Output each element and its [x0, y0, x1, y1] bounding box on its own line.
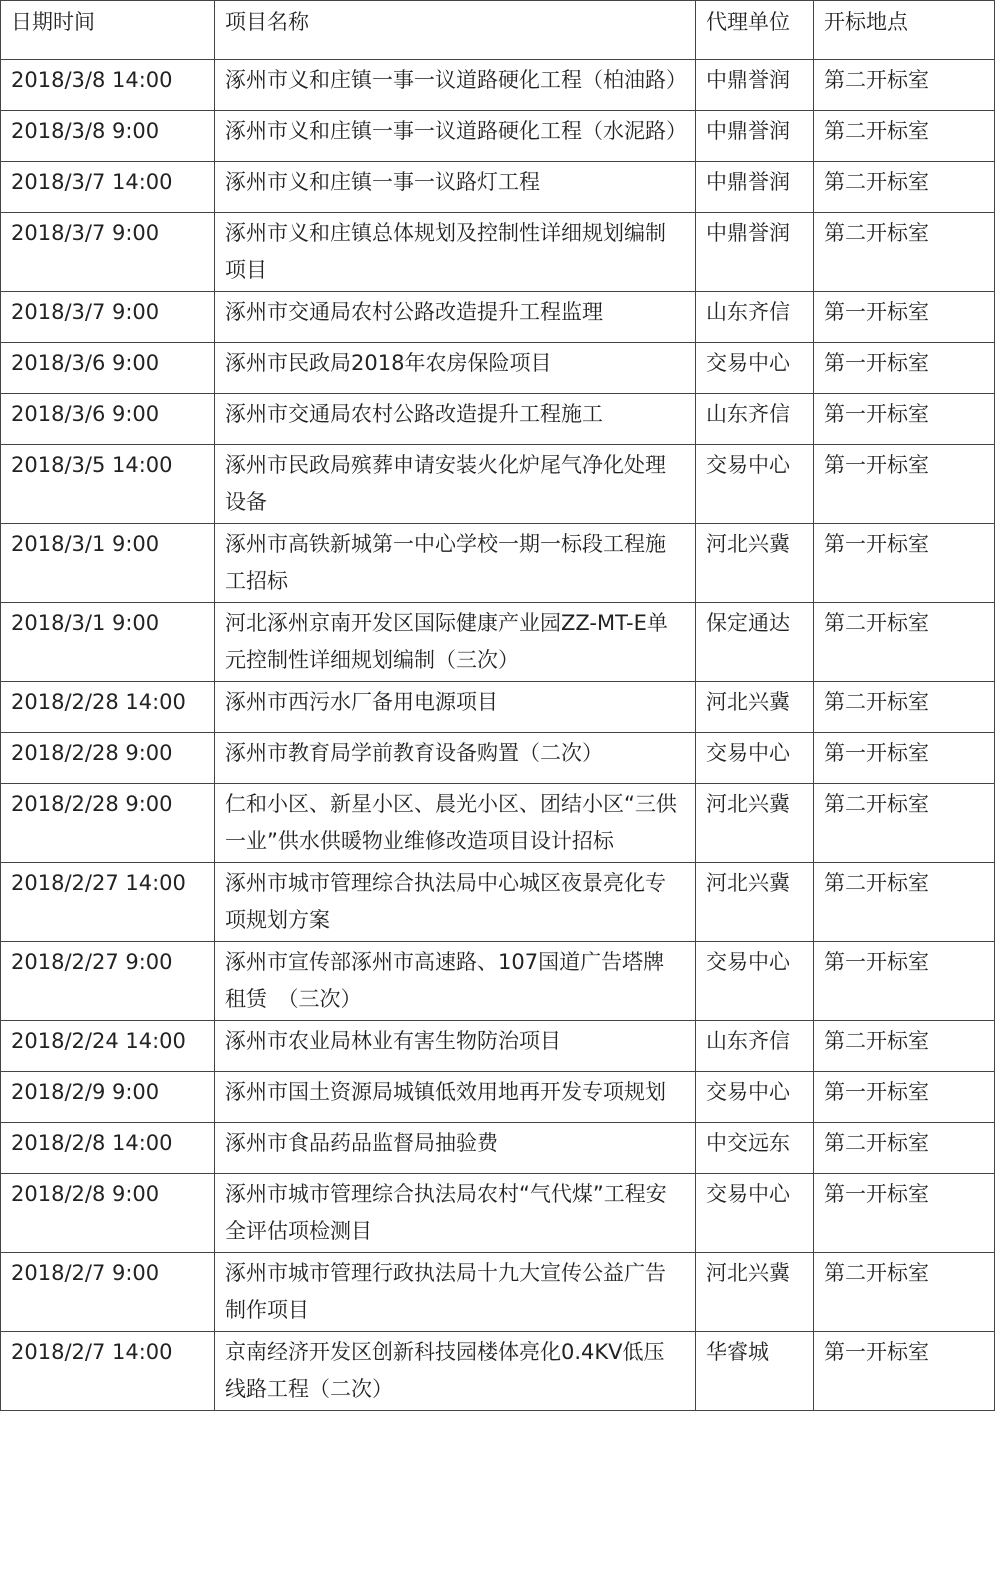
- cell-agent: 中鼎誉润: [696, 111, 814, 162]
- header-row: [1, 1, 995, 60]
- cell-agent: 山东齐信: [696, 292, 814, 343]
- cell-project-name: 涿州市西污水厂备用电源项目: [215, 682, 696, 733]
- cell-project-name: 涿州市交通局农村公路改造提升工程监理: [215, 292, 696, 343]
- table-row: [1, 1332, 995, 1411]
- cell-date: 2018/2/24 14:00: [1, 1021, 215, 1072]
- cell-location: 第二开标室: [814, 111, 995, 162]
- cell-agent: 河北兴冀: [696, 524, 814, 603]
- header-agent: 代理单位: [696, 1, 814, 60]
- cell-location: 第二开标室: [814, 60, 995, 111]
- table-row: [1, 394, 995, 445]
- cell-location: 第一开标室: [814, 394, 995, 445]
- cell-date: 2018/3/6 9:00: [1, 343, 215, 394]
- cell-date: 2018/2/28 9:00: [1, 733, 215, 784]
- cell-project-name: 涿州市国土资源局城镇低效用地再开发专项规划: [215, 1072, 696, 1123]
- cell-project-name: 涿州市教育局学前教育设备购置（二次）: [215, 733, 696, 784]
- cell-agent: 中鼎誉润: [696, 162, 814, 213]
- cell-agent: 交易中心: [696, 343, 814, 394]
- cell-agent: 山东齐信: [696, 394, 814, 445]
- cell-date: 2018/3/8 9:00: [1, 111, 215, 162]
- cell-agent: 交易中心: [696, 1072, 814, 1123]
- cell-location: 第一开标室: [814, 942, 995, 1021]
- cell-agent: 河北兴冀: [696, 682, 814, 733]
- cell-project-name: 涿州市民政局殡葬申请安装火化炉尾气净化处理设备: [215, 445, 696, 524]
- cell-project-name: 涿州市义和庄镇一事一议路灯工程: [215, 162, 696, 213]
- cell-location: 第一开标室: [814, 733, 995, 784]
- cell-location: 第二开标室: [814, 1123, 995, 1174]
- table-row: [1, 60, 995, 111]
- cell-date: 2018/3/7 9:00: [1, 213, 215, 292]
- table-row: [1, 213, 995, 292]
- table-header: [1, 1, 995, 60]
- cell-location: 第二开标室: [814, 162, 995, 213]
- table-row: [1, 1123, 995, 1174]
- header-date: 日期时间: [1, 1, 215, 60]
- table-row: [1, 733, 995, 784]
- cell-agent: 中鼎誉润: [696, 60, 814, 111]
- header-project-name: 项目名称: [215, 1, 696, 60]
- cell-date: 2018/2/9 9:00: [1, 1072, 215, 1123]
- cell-date: 2018/3/7 14:00: [1, 162, 215, 213]
- table-row: [1, 603, 995, 682]
- cell-project-name: 涿州市义和庄镇一事一议道路硬化工程（柏油路）: [215, 60, 696, 111]
- cell-date: 2018/2/27 9:00: [1, 942, 215, 1021]
- cell-agent: 河北兴冀: [696, 784, 814, 863]
- cell-agent: 中鼎誉润: [696, 213, 814, 292]
- cell-date: 2018/3/1 9:00: [1, 603, 215, 682]
- cell-date: 2018/2/27 14:00: [1, 863, 215, 942]
- cell-project-name: 涿州市食品药品监督局抽验费: [215, 1123, 696, 1174]
- cell-agent: 河北兴冀: [696, 1253, 814, 1332]
- table-row: [1, 1021, 995, 1072]
- cell-agent: 华睿城: [696, 1332, 814, 1411]
- cell-project-name: 涿州市城市管理行政执法局十九大宣传公益广告制作项目: [215, 1253, 696, 1332]
- cell-project-name: 涿州市高铁新城第一中心学校一期一标段工程施工招标: [215, 524, 696, 603]
- cell-project-name: 河北涿州京南开发区国际健康产业园ZZ-MT-E单元控制性详细规划编制（三次）: [215, 603, 696, 682]
- cell-date: 2018/3/1 9:00: [1, 524, 215, 603]
- cell-agent: 交易中心: [696, 445, 814, 524]
- cell-agent: 交易中心: [696, 733, 814, 784]
- cell-date: 2018/3/8 14:00: [1, 60, 215, 111]
- header-location: 开标地点: [814, 1, 995, 60]
- cell-date: 2018/3/7 9:00: [1, 292, 215, 343]
- table-row: [1, 863, 995, 942]
- cell-location: 第一开标室: [814, 292, 995, 343]
- cell-date: 2018/2/28 14:00: [1, 682, 215, 733]
- cell-location: 第一开标室: [814, 445, 995, 524]
- table-body: [1, 60, 995, 1411]
- cell-location: 第一开标室: [814, 1332, 995, 1411]
- cell-location: 第二开标室: [814, 213, 995, 292]
- cell-agent: 保定通达: [696, 603, 814, 682]
- cell-date: 2018/2/8 9:00: [1, 1174, 215, 1253]
- table-row: [1, 111, 995, 162]
- cell-location: 第二开标室: [814, 1021, 995, 1072]
- cell-project-name: 涿州市农业局林业有害生物防治项目: [215, 1021, 696, 1072]
- cell-location: 第一开标室: [814, 343, 995, 394]
- cell-date: 2018/2/7 9:00: [1, 1253, 215, 1332]
- cell-date: 2018/2/28 9:00: [1, 784, 215, 863]
- cell-date: 2018/3/5 14:00: [1, 445, 215, 524]
- cell-date: 2018/2/8 14:00: [1, 1123, 215, 1174]
- cell-project-name: 仁和小区、新星小区、晨光小区、团结小区“三供一业”供水供暖物业维修改造项目设计招标: [215, 784, 696, 863]
- cell-project-name: 涿州市城市管理综合执法局农村“气代煤”工程安全评估项检测目: [215, 1174, 696, 1253]
- cell-location: 第二开标室: [814, 784, 995, 863]
- cell-agent: 交易中心: [696, 942, 814, 1021]
- cell-location: 第二开标室: [814, 1253, 995, 1332]
- table-row: [1, 292, 995, 343]
- cell-location: 第一开标室: [814, 524, 995, 603]
- cell-project-name: 涿州市宣传部涿州市高速路、107国道广告塔牌租赁 （三次）: [215, 942, 696, 1021]
- table-row: [1, 445, 995, 524]
- cell-project-name: 涿州市城市管理综合执法局中心城区夜景亮化专项规划方案: [215, 863, 696, 942]
- cell-date: 2018/3/6 9:00: [1, 394, 215, 445]
- cell-agent: 河北兴冀: [696, 863, 814, 942]
- cell-project-name: 涿州市义和庄镇一事一议道路硬化工程（水泥路）: [215, 111, 696, 162]
- cell-project-name: 京南经济开发区创新科技园楼体亮化0.4KV低压线路工程（二次）: [215, 1332, 696, 1411]
- cell-project-name: 涿州市义和庄镇总体规划及控制性详细规划编制项目: [215, 213, 696, 292]
- cell-location: 第二开标室: [814, 682, 995, 733]
- table-row: [1, 343, 995, 394]
- table-row: [1, 1174, 995, 1253]
- cell-location: 第二开标室: [814, 603, 995, 682]
- cell-agent: 山东齐信: [696, 1021, 814, 1072]
- cell-agent: 中交远东: [696, 1123, 814, 1174]
- cell-agent: 交易中心: [696, 1174, 814, 1253]
- table-row: [1, 1072, 995, 1123]
- cell-location: 第一开标室: [814, 1072, 995, 1123]
- cell-date: 2018/2/7 14:00: [1, 1332, 215, 1411]
- table-row: [1, 524, 995, 603]
- table-row: [1, 1253, 995, 1332]
- cell-location: 第二开标室: [814, 863, 995, 942]
- table-row: [1, 942, 995, 1021]
- cell-project-name: 涿州市民政局2018年农房保险项目: [215, 343, 696, 394]
- cell-project-name: 涿州市交通局农村公路改造提升工程施工: [215, 394, 696, 445]
- table-row: [1, 682, 995, 733]
- table-row: [1, 162, 995, 213]
- table-row: [1, 784, 995, 863]
- cell-location: 第一开标室: [814, 1174, 995, 1253]
